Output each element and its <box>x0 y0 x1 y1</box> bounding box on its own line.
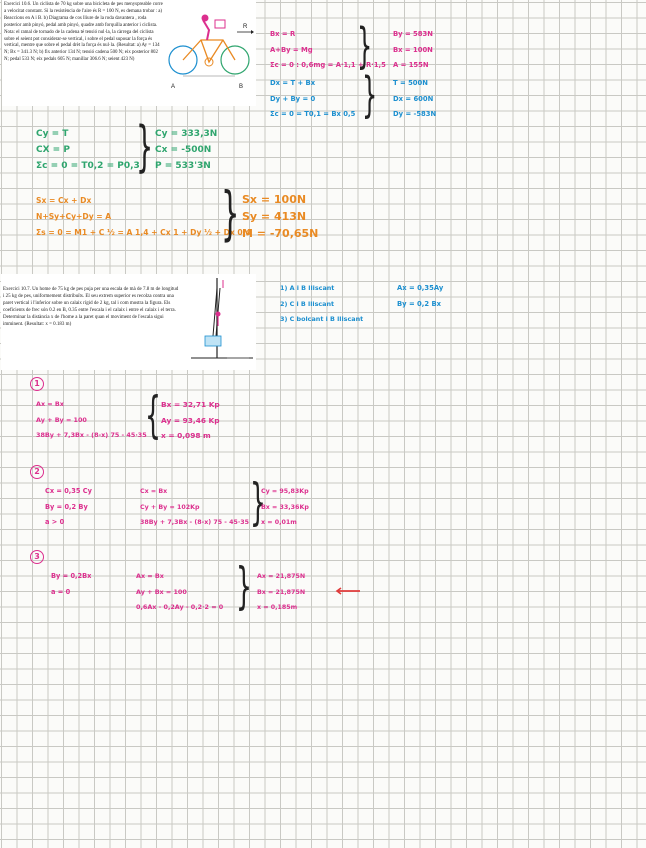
eq-line: 0,6Ax - 0,2Ay - 0,2·2 = 0 <box>136 603 224 611</box>
eq-line: Ay + Bx = 100 <box>136 587 187 596</box>
arrow-left-icon <box>334 582 360 590</box>
ladder-figure <box>187 274 255 364</box>
equations-block-3 <box>36 126 140 174</box>
result-line: Bx = 33,36Kp <box>261 503 309 511</box>
eq-line: By = 0,2 By <box>45 502 88 511</box>
case-2-number: 2 <box>30 465 44 479</box>
eq-line: Dy + By = 0 <box>270 94 316 103</box>
brace-icon: } <box>357 18 373 74</box>
result-line: x = 0,01m <box>261 519 297 526</box>
result-line: Sy = 413N <box>242 210 307 223</box>
results-block-3 <box>155 126 217 174</box>
eq-line: Σc = 0 = T0,1 = Bx 0,5 <box>270 110 356 118</box>
exercise-10-6-text: Exercici 10.6. Un ciclista de 70 kg sobre una bicicleta de pes menyspreable corre a velocitat constant. Si la resistència de l'aire és R = 100 N, es demana trobar : a) Reaccions en A i B. b) Diagrama de cos lliure de la roda davantera , roda posterior amb pinyó, pedal amb pinyó, quadre amb forquilla anterior i ciclista. Nota: el ramal de tornado de la cadena té tensió nul·la, la càrrega del ciclista sobre el seient pot considerar-se vertical, i sobre el pedal suposar la força és vertical, mentre que sobre el pedal drèt la força és nul·la. (Resultat: a) Ay = 134 N; Bx = 341.3 N; b) fix anterior 134 N; tensió cadena 500 N; eix posterior 802 N; pedal 533 N; eix pedals 605 N; manillar 306.6 N; seient 423 N) <box>4 2 163 63</box>
friction-conditions <box>397 281 443 312</box>
eq-line: Ay + By = 100 <box>36 415 87 424</box>
eq-line: 38By + 7,3Bx - (8-x) 75 - 45·35 <box>36 431 147 439</box>
exercise-10-7-card <box>1 274 256 370</box>
case-1-number: 1 <box>30 377 44 391</box>
eq-line: Sx = Cx + Dx <box>36 196 92 205</box>
eq-line: Ax = Bx <box>136 572 164 580</box>
condition-line: Ax = 0,35Ay <box>397 284 444 292</box>
figure-label-a: A <box>171 84 176 90</box>
result-line: Sx = 100N <box>242 193 307 206</box>
brace-icon: } <box>362 67 378 123</box>
result-line: Cx = -500N <box>155 145 212 155</box>
eq-line: a = 0 <box>51 587 71 596</box>
exercise-10-6-card <box>2 0 256 106</box>
results-block-4 <box>242 191 318 242</box>
case-3-equations <box>136 569 223 616</box>
result-line: x = 0,185m <box>257 604 298 611</box>
figure-label-r: R <box>243 24 248 30</box>
case-item: 3) C bolcant i B lliscant <box>280 315 364 323</box>
result-line: T = 500N <box>393 79 428 87</box>
case-3-results <box>257 569 305 616</box>
brace-icon: { <box>145 386 161 444</box>
case-3-number: 3 <box>30 550 44 564</box>
equations-block-2 <box>270 76 355 123</box>
result-line: Ay = 93,46 Kp <box>161 415 220 425</box>
case-item: 2) C i B lliscant <box>280 299 335 308</box>
eq-line: Cx = 0,35 Cy <box>45 487 92 495</box>
cases-list <box>280 281 363 328</box>
eq-line: Bx = R <box>270 30 296 38</box>
exercise-10-7-text: Exercici 10.7. Un home de 75 kg de pes puja per una escala de mà de 7.8 m de longitud i 25 kg de pes, uniformement distribuïts. El seu extrem superior es recolza contra una paret vertical i l'inferior sobre un calaix rígid de 2 kg, tal i com mostra la figura. Els coeficients de frec són 0.2 en B, 0.35 entre l'escala i el calaix i entre el calaix i el terra. Determinar la distància x de l'home a la paret quan el moviment de l'escala sigui imminent. (Resultat: x = 0.183 m) <box>3 287 179 327</box>
result-line: A = 155N <box>393 61 429 69</box>
result-line: Bx = 32,71 Kp <box>161 400 220 409</box>
case-3-conditions <box>51 569 91 600</box>
eq-line: Cx = Bx <box>140 488 168 495</box>
result-line: Ax = 21,875N <box>257 573 306 580</box>
result-line: P = 533'3N <box>155 161 211 171</box>
result-line: By = 583N <box>393 30 433 38</box>
result-line: M = -70,65N <box>242 227 319 240</box>
bicycle-figure <box>165 10 255 102</box>
equations-block-4 <box>36 193 251 241</box>
case-item: 1) A i B lliscant <box>280 284 335 292</box>
eq-line: Σc = 0 : 0,6mg = A·1,1 + R·1,5 <box>270 61 386 69</box>
eq-line: CX = P <box>36 145 70 155</box>
results-block-1 <box>393 27 433 74</box>
results-block-2 <box>393 76 436 123</box>
result-line: x = 0,098 m <box>161 431 211 440</box>
eq-line: N+Sy+Cy+Dy = A <box>36 212 112 221</box>
case-2-results <box>261 484 309 531</box>
eq-line: Ax = Bx <box>36 400 64 408</box>
eq-line: Dx = T + Bx <box>270 79 316 87</box>
eq-line: Cy = T <box>36 129 69 139</box>
eq-line: A+By = Mg <box>270 45 313 54</box>
eq-line: a > 0 <box>45 518 65 526</box>
result-line: Cy = 333,3N <box>155 129 218 139</box>
case-1-results <box>161 397 220 444</box>
brace-icon: } <box>136 115 154 178</box>
eq-line: By = 0,2Bx <box>51 572 92 580</box>
result-line: Dx = 600N <box>393 94 434 103</box>
result-line: Dy = -583N <box>393 110 437 118</box>
result-line: Bx = 21,875N <box>257 588 306 596</box>
case-2-equations <box>140 484 249 531</box>
result-line: Cy = 95,83Kp <box>261 488 309 495</box>
eq-line: 38By + 7,3Bx - (8-x) 75 - 45·35 <box>140 519 250 526</box>
case-1-equations <box>36 397 147 444</box>
eq-line: Σs = 0 = M1 + C ½ = A 1,4 + Cx 1 + Dy ½ + Dx 0,4 <box>36 228 251 237</box>
brace-icon: } <box>236 557 252 615</box>
case-2-conditions <box>45 484 92 531</box>
eq-line: Σc = 0 = T0,2 = P0,3 <box>36 161 140 171</box>
condition-line: By = 0,2 Bx <box>397 299 442 308</box>
brace-icon: } <box>221 179 240 247</box>
eq-line: Cy + By = 102Kp <box>140 503 200 511</box>
figure-label-b: B <box>239 84 244 90</box>
brace-icon: } <box>250 473 266 531</box>
result-line: Bx = 100N <box>393 45 433 54</box>
